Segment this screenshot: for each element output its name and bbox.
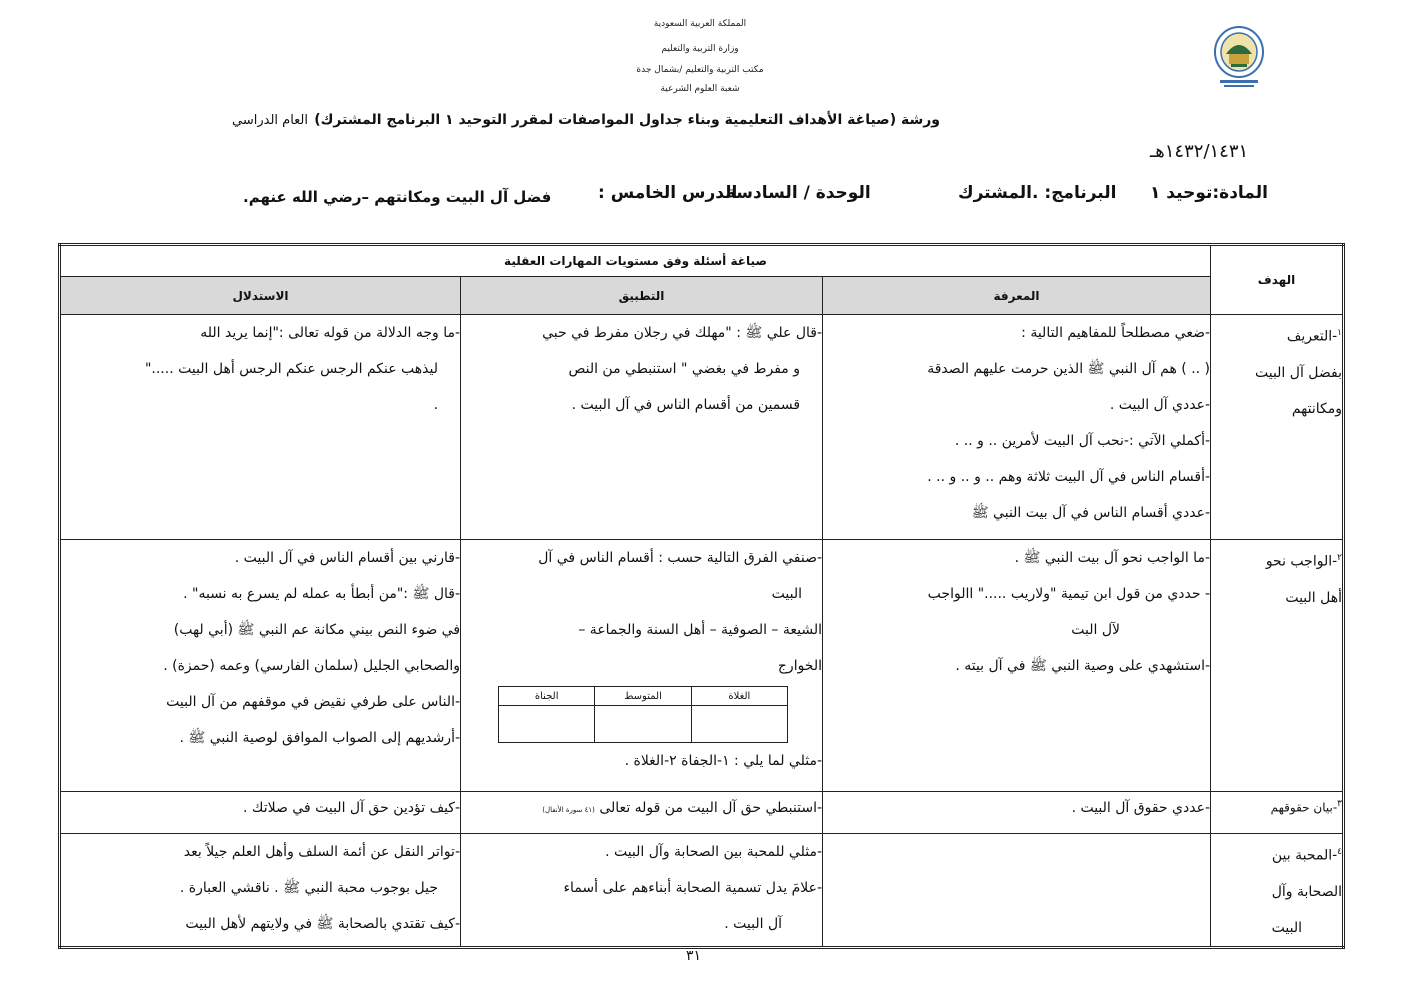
goal-line: -التعريف xyxy=(1286,328,1338,345)
question-line: -أكملي الآتي :-نحب آل البيت لأمرين .. و .. . xyxy=(954,433,1211,449)
question-line: - حددي من قول ابن تيمية "ولاريب ....." االواجب xyxy=(927,586,1211,602)
application-cell xyxy=(461,834,823,948)
question-line: -كيف تؤدين حق آل البيت في صلاتك . xyxy=(243,800,461,816)
knowledge-cell xyxy=(823,792,1211,834)
knowledge-column-header: المعرفة xyxy=(823,277,1211,315)
question-line: جيل بوجوب محبة النبي ﷺ . ناقشي العبارة . xyxy=(179,880,439,896)
classification-blank-cell[interactable] xyxy=(499,706,595,743)
question-line: -كيف تقتدي بالصحابة ﷺ في ولايتهم لأهل البيت xyxy=(185,916,461,932)
question-line: البيت xyxy=(771,586,803,602)
question-line: . xyxy=(433,397,439,413)
academic-year-label: العام الدراسي xyxy=(232,113,309,128)
inference-cell xyxy=(60,792,461,834)
classification-header: الغلاة xyxy=(691,687,787,706)
question-line: -الناس على طرفي نقيض في موقفهم من آل البيت xyxy=(166,694,461,710)
question-line: -استنبطي حق آل البيت من قوله تعالى xyxy=(599,800,823,816)
goal-cell xyxy=(1211,834,1344,948)
hijri-date: ١٤٣٢/١٤٣١هـ xyxy=(1150,141,1249,162)
inference-cell xyxy=(60,834,461,948)
table-row xyxy=(60,315,1344,540)
goal-cell xyxy=(1211,315,1344,540)
question-line: الخوارج xyxy=(777,658,823,674)
goal-line: بفضل آل البيت xyxy=(1254,364,1343,381)
question-line: -قال ﷺ :"من أبطأ به عمله لم يسرع به نسبه" . xyxy=(183,586,461,602)
question-line: -استشهدي على وصية النبي ﷺ في آل بيته . xyxy=(955,658,1211,674)
workshop-title: ورشة (صياغة الأهداف التعليمية وبناء جداول المواصفات لمقرر التوحيد ١ البرنامج المشترك) xyxy=(314,112,940,128)
lesson-title: فضل آل البيت ومكانتهم –رضي الله عنهم. xyxy=(243,188,552,206)
question-line: -صنفي الفرق التالية حسب : أقسام الناس في آل xyxy=(538,550,823,566)
knowledge-cell xyxy=(823,540,1211,792)
question-line: -ضعي مصطلحاً للمفاهيم التالية : xyxy=(1021,325,1211,341)
question-line: -ما الواجب نحو آل بيت النبي ﷺ . xyxy=(1014,550,1211,566)
goal-number: ٤ xyxy=(1337,847,1343,857)
inference-column-header: الاستدلال xyxy=(60,277,461,315)
application-column-header: التطبيق xyxy=(461,277,823,315)
application-cell xyxy=(461,540,823,792)
question-line: -ما وجه الدلالة من قوله تعالى :"إنما يريد الله xyxy=(200,325,461,341)
subject-label: المادة:توحيد ١ xyxy=(1150,183,1268,203)
application-cell xyxy=(461,315,823,540)
ministry-logo-icon xyxy=(1212,24,1266,90)
table-row xyxy=(60,834,1344,948)
question-line: -عددي حقوق آل البيت . xyxy=(1071,800,1211,816)
goal-line: الصحابة وآل xyxy=(1271,883,1343,900)
goal-line: البيت xyxy=(1271,919,1303,936)
table-row xyxy=(60,792,1344,834)
lesson-label: الدرس الخامس : xyxy=(598,183,738,203)
goal-line: -بيان حقوقهم xyxy=(1270,800,1338,815)
knowledge-cell xyxy=(823,834,1211,948)
skills-group-header: صياغة أسئلة وفق مستويات المهارات العقلية xyxy=(60,245,1211,277)
classification-header: المتوسط xyxy=(595,687,691,706)
question-line: لآل البت xyxy=(1071,622,1121,638)
office-name: مكتب التربية والتعليم /بشمال جدة xyxy=(636,65,764,75)
classification-blank-cell[interactable] xyxy=(595,706,691,743)
goal-line: أهل البيت xyxy=(1285,589,1343,606)
goal-cell xyxy=(1211,540,1344,792)
page-number: ٣١ xyxy=(686,948,702,964)
question-line: ليذهب عنكم الرجس عنكم الرجس أهل البيت ....." xyxy=(144,361,439,377)
question-line: -عددي أقسام الناس في آل بيت النبي ﷺ xyxy=(971,505,1211,521)
question-line: و مفرط في بغضي " استنبطي من النص xyxy=(568,361,801,377)
application-cell xyxy=(461,792,823,834)
inference-cell xyxy=(60,540,461,792)
question-line: ( .. ) هم آل النبي ﷺ الذين حرمت عليهم الصدقة xyxy=(927,361,1211,377)
question-line: -قال علي ﷺ : "مهلك في رجلان مفرط في حبي xyxy=(542,325,823,341)
verse-reference: (٤١ سورة الأنفال) xyxy=(542,806,595,814)
question-line: آل البيت . xyxy=(724,916,783,932)
department-name: شعبة العلوم الشرعية xyxy=(660,84,740,94)
question-line: -أقسام الناس في آل البيت ثلاثة وهم .. و .. و .. . xyxy=(927,469,1211,485)
goal-number: ٣ xyxy=(1337,799,1343,809)
table-row xyxy=(60,540,1344,792)
knowledge-cell xyxy=(823,315,1211,540)
classification-blank-cell[interactable] xyxy=(691,706,787,743)
specification-table xyxy=(58,243,1345,949)
question-line: -قارني بين أقسام الناس في آل البيت . xyxy=(234,550,461,566)
goal-line: -المحبة بين xyxy=(1271,847,1338,864)
question-line: -مثلي للمحبة بين الصحابة وآل البيت . xyxy=(605,844,823,860)
inference-cell xyxy=(60,315,461,540)
ministry-name: وزارة التربية والتعليم xyxy=(661,44,739,54)
question-line: قسمين من أقسام الناس في آل البيت . xyxy=(571,397,801,413)
question-line: -مثلي لما يلي : ١-الجفاة ٢-الغلاة . xyxy=(624,753,823,769)
kingdom-name: المملكة العربية السعودية xyxy=(653,19,747,29)
question-line: والصحابي الجليل (سلمان الفارسي) وعمه (حمزة) . xyxy=(163,658,461,674)
question-line: -علامَ يدل تسمية الصحابة أبناءهم على أسماء xyxy=(563,880,823,896)
goal-line: ومكانتهم xyxy=(1291,400,1343,417)
goal-line: -الواجب نحو xyxy=(1265,553,1338,570)
classification-table xyxy=(498,686,788,743)
goal-cell xyxy=(1211,792,1344,834)
question-line: -أرشديهم إلى الصواب الموافق لوصية النبي ﷺ . xyxy=(179,730,461,746)
goal-number: ٢ xyxy=(1337,553,1343,563)
classification-header: الجناة xyxy=(499,687,595,706)
goal-header: الهدف xyxy=(1211,245,1344,315)
question-line: الشيعة – الصوفية – أهل السنة والجماعة – xyxy=(578,622,823,638)
program-label: البرنامج: .المشترك xyxy=(958,183,1117,203)
unit-label: الوحدة / السادسة xyxy=(726,183,871,203)
question-line: في ضوء النص بيني مكانة عم النبي ﷺ (أبي لهب) xyxy=(173,622,461,638)
question-line: -تواتر النقل عن أئمة السلف وأهل العلم جيلاً بعد xyxy=(183,844,461,860)
goal-number: ١ xyxy=(1337,328,1343,338)
question-line: -عددي آل البيت . xyxy=(1109,397,1211,413)
